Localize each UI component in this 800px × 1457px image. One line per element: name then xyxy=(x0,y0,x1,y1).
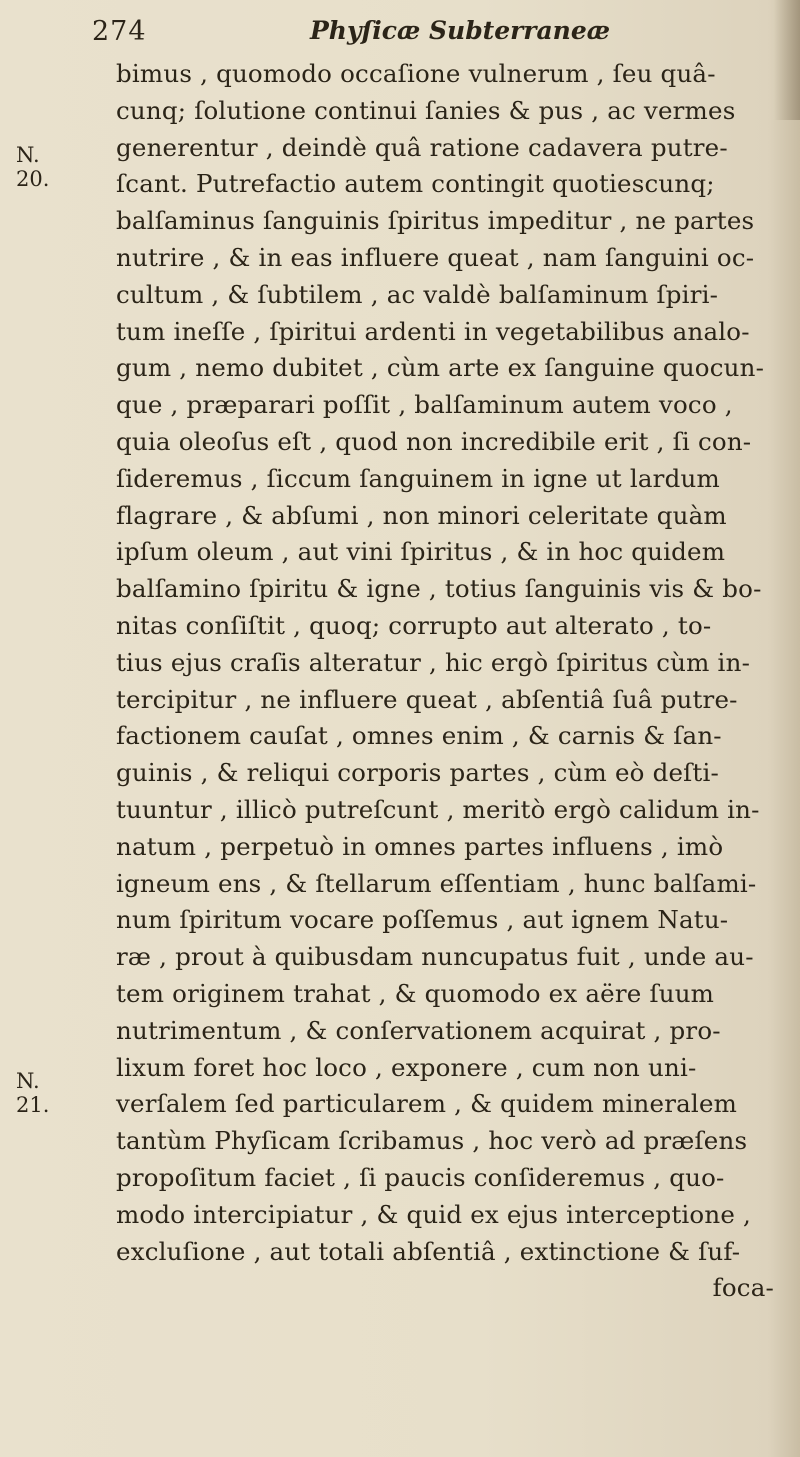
text-line: ſideremus , ſiccum ſanguinem in igne ut lardum xyxy=(116,463,720,493)
text-line: propoſitum faciet , ſi paucis conſideremus , quo- xyxy=(116,1162,725,1192)
text-line: cunq; ſolutione continui ſanies & pus , ac vermes xyxy=(116,95,736,125)
text-line: ipſum oleum , aut vini ſpiritus , & in hoc quidem xyxy=(116,537,726,567)
margin-note-20 xyxy=(16,143,49,191)
text-line: tum ineſſe , ſpiritui ardenti in vegetabilibus analo- xyxy=(116,316,750,346)
text-line: factionem cauſat , omnes enim , & carnis & ſan- xyxy=(116,721,722,751)
text-line: nutrimentum , & conſervationem acquirat , pro- xyxy=(116,1015,721,1045)
text-line: que , præparari poſſit , balſaminum autem voco , xyxy=(116,390,733,420)
margin-note-mark: N. xyxy=(16,143,40,167)
margin-note-21 xyxy=(16,1069,49,1117)
text-line: guinis , & reliqui corporis partes , cùm eò deſti- xyxy=(116,758,719,788)
text-line: nitas conſiſtit , quoq; corrupto aut alterato , to- xyxy=(116,610,712,640)
text-line: cultum , & ſubtilem , ac valdè balſaminum ſpiri- xyxy=(116,279,719,309)
page-number: 274 xyxy=(92,16,147,47)
running-title: Phyſicæ Subterraneæ xyxy=(310,16,611,45)
margin-note-number: 21. xyxy=(16,1093,50,1117)
text-line: balſamino ſpiritu & igne , totius ſanguinis vis & bo- xyxy=(116,574,762,604)
text-line: nutrire , & in eas influere queat , nam ſanguini oc- xyxy=(116,242,755,272)
text-line: igneum ens , & ſtellarum eſſentiam , hunc balſami- xyxy=(116,868,757,898)
text-line: quia oleoſus eſt , quod non incredibile erit , ſi con- xyxy=(116,426,752,456)
margin-note-number: 20. xyxy=(16,167,50,191)
text-line: excluſione , aut totali abſentiâ , extinctione & ſuf- xyxy=(116,1236,741,1266)
text-line: tem originem trahat , & quomodo ex aëre ſuum xyxy=(116,978,715,1008)
text-line: tuuntur , illicò putreſcunt , meritò ergò calidum in- xyxy=(116,794,760,824)
text-line: natum , perpetuò in omnes partes influens , imò xyxy=(116,831,724,861)
text-line: ſcant. Putrefactio autem contingit quotiescunq; xyxy=(116,169,715,199)
text-line: tercipitur , ne influere queat , abſentiâ ſuâ putre- xyxy=(116,684,738,714)
text-line: tantùm Phyſicam ſcribamus , hoc verò ad præſens xyxy=(116,1126,748,1156)
text-line: tius ejus craſis alteratur , hic ergò ſpiritus cùm in- xyxy=(116,647,751,677)
text-line: num ſpiritum vocare poſſemus , aut ignem Natu- xyxy=(116,905,729,935)
margin-note-mark: N. xyxy=(16,1069,40,1093)
body-text xyxy=(116,56,786,1307)
text-line: generentur , deindè quâ ratione cadavera putre- xyxy=(116,132,728,162)
text-line: ræ , prout à quibusdam nuncupatus fuit , unde au- xyxy=(116,942,754,972)
text-line: lixum foret hoc loco , exponere , cum non uni- xyxy=(116,1052,697,1082)
text-line: gum , nemo dubitet , cùm arte ex ſanguine quocun- xyxy=(116,353,765,383)
catchword: foca- xyxy=(712,1273,774,1303)
text-line: flagrare , & abſumi , non minori celeritate quàm xyxy=(116,500,727,530)
text-line: verſalem ſed particularem , & quidem mineralem xyxy=(116,1089,738,1119)
text-line: modo intercipiatur , & quid ex ejus interceptione , xyxy=(116,1199,752,1229)
page-header xyxy=(92,16,652,50)
text-line: balſaminus ſanguinis ſpiritus impeditur , ne partes xyxy=(116,206,755,236)
text-line: bimus , quomodo occaſione vulnerum , ſeu quâ- xyxy=(116,59,716,88)
